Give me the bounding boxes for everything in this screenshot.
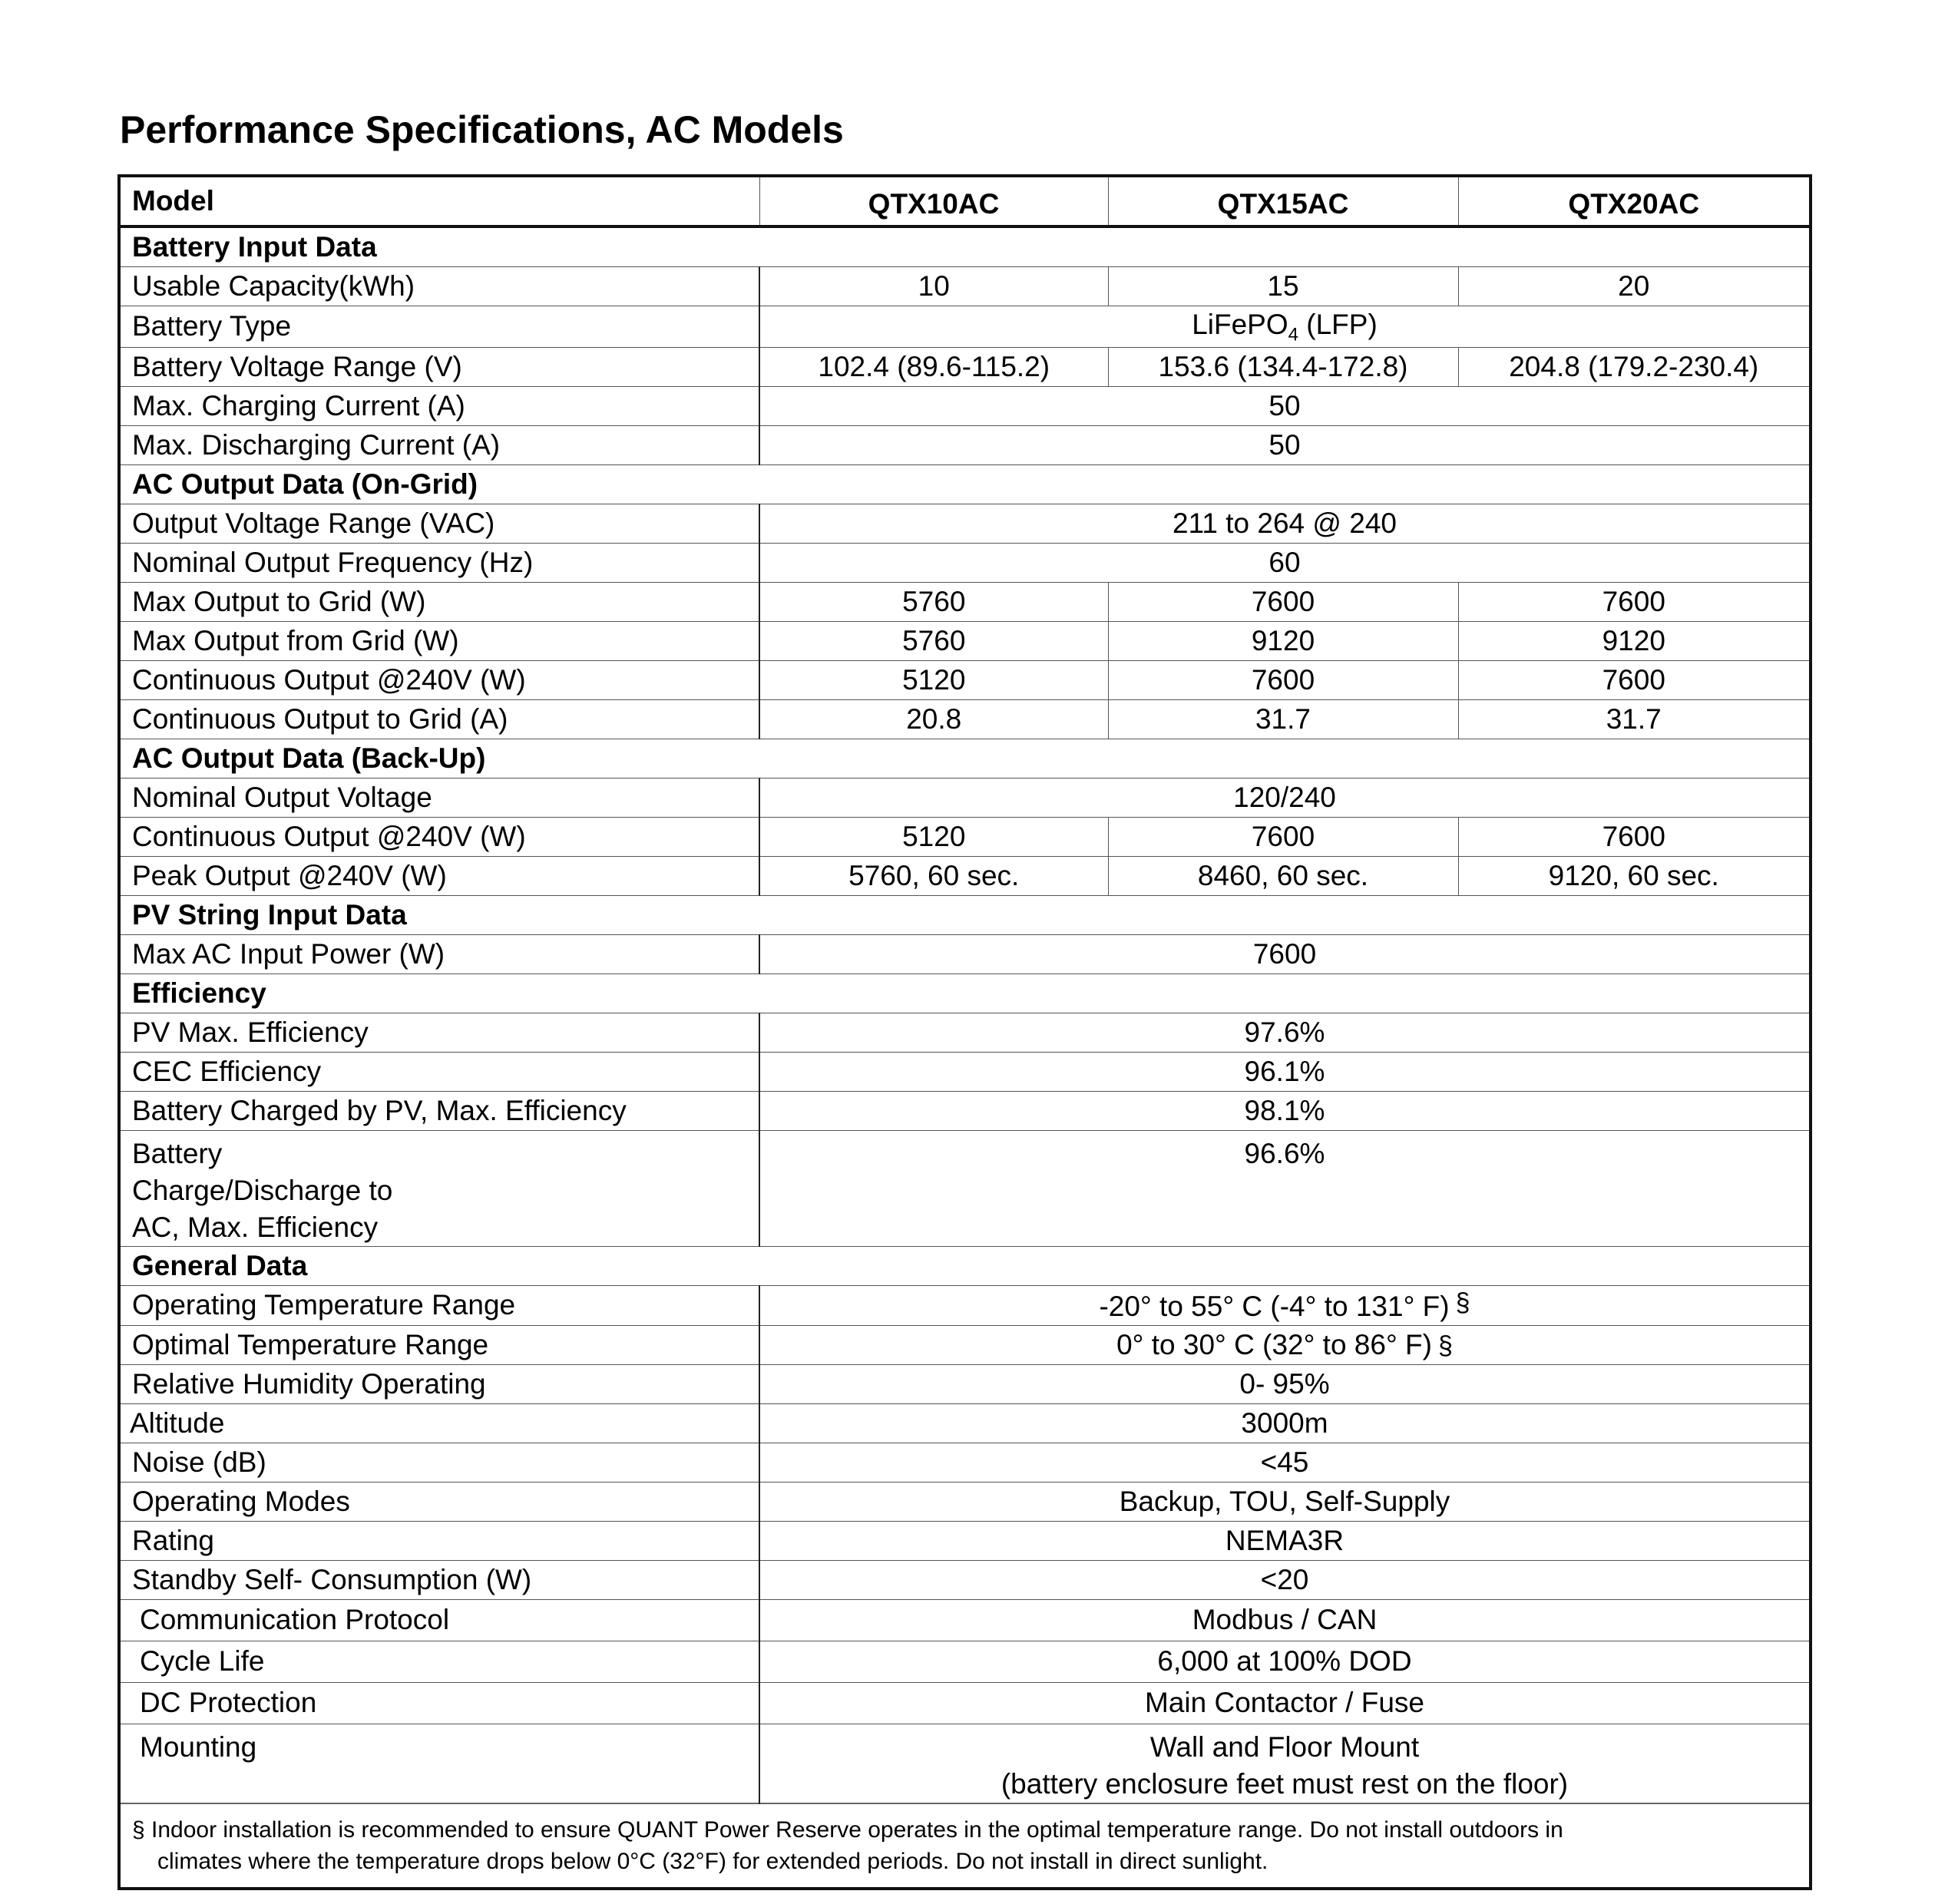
row-label: Battery Type: [119, 306, 759, 348]
model-qtx10ac: QTX10AC: [759, 176, 1108, 226]
cell-value: 7600: [1458, 582, 1811, 621]
row-label: DC Protection: [119, 1682, 759, 1724]
table-row: [119, 1364, 1811, 1403]
cell-value: 5120: [759, 660, 1108, 699]
header-row: [119, 176, 1811, 226]
row-label: Peak Output @240V (W): [119, 856, 759, 895]
table-row: [119, 699, 1811, 739]
row-label: Nominal Output Voltage: [119, 778, 759, 817]
row-label: Max Output to Grid (W): [119, 582, 759, 621]
cell-value: 96.1%: [759, 1052, 1811, 1091]
row-label: Usable Capacity(kWh): [119, 267, 759, 306]
table-row: [119, 267, 1811, 306]
cell-value: 5760, 60 sec.: [759, 856, 1108, 895]
row-label: Nominal Output Frequency (Hz): [119, 543, 759, 582]
table-row: [119, 582, 1811, 621]
table-row: [119, 1560, 1811, 1599]
cell-value: 9120: [1108, 621, 1458, 660]
section-pv-input: PV String Input Data: [119, 895, 1811, 934]
row-label: Continuous Output @240V (W): [119, 660, 759, 699]
cell-value: 9120: [1458, 621, 1811, 660]
section-header: [119, 895, 1811, 934]
cell-value: 60: [759, 543, 1811, 582]
cell-value: 102.4 (89.6-115.2): [759, 347, 1108, 386]
cell-value: 6,000 at 100% DOD: [759, 1641, 1811, 1682]
section-header: [119, 1246, 1811, 1285]
cell-value: 5120: [759, 817, 1108, 856]
mounting-line-2: (battery enclosure feet must rest on the floor): [1000, 1768, 1569, 1800]
cell-value: 120/240: [759, 778, 1811, 817]
cell-value: 31.7: [1458, 699, 1811, 739]
cell-value: 5760: [759, 582, 1108, 621]
page-title: Performance Specifications, AC Models: [120, 108, 844, 151]
section-ac-on-grid: AC Output Data (On-Grid): [119, 464, 1811, 504]
cell-value: 97.6%: [759, 1013, 1811, 1052]
battery-type-suffix: (LFP): [1298, 309, 1378, 340]
section-header: [119, 226, 1811, 267]
cell-value: Main Contactor / Fuse: [759, 1682, 1811, 1724]
mounting-line-1: Wall and Floor Mount: [1149, 1730, 1420, 1763]
table-row: [119, 856, 1811, 895]
row-label: Altitude: [119, 1403, 759, 1443]
table-row: [119, 1052, 1811, 1091]
table-row: [119, 778, 1811, 817]
cell-value: 20: [1458, 267, 1811, 306]
cell-value: <45: [759, 1443, 1811, 1482]
cell-value: [759, 1724, 1811, 1803]
table-row: [119, 1521, 1811, 1560]
operating-temp-value: -20° to 55° C (-4° to 131° F): [1099, 1290, 1450, 1322]
cell-value: 7600: [1108, 817, 1458, 856]
cell-value: <20: [759, 1560, 1811, 1599]
row-label: Battery Voltage Range (V): [119, 347, 759, 386]
battery-type-main: LiFePO: [1192, 309, 1288, 340]
cell-value: 7600: [759, 934, 1811, 973]
cell-value: 50: [759, 425, 1811, 464]
footnote-line-2: climates where the temperature drops below 0°C (32°F) for extended periods. Do not install in direct sunlight.: [157, 1849, 1268, 1875]
row-label: Standby Self- Consumption (W): [119, 1560, 759, 1599]
table-row: [119, 1724, 1811, 1803]
footnote-line-1: § Indoor installation is recommended to ensure QUANT Power Reserve operates in the optimal temperature range. Do not install outdoors in: [132, 1816, 1563, 1843]
row-label: Operating Temperature Range: [119, 1285, 759, 1325]
section-general: General Data: [119, 1246, 1811, 1285]
table-row: [119, 621, 1811, 660]
footnote-mark: §: [1437, 1330, 1453, 1360]
table-row: [119, 817, 1811, 856]
cell-value: [759, 1325, 1811, 1364]
table-row: [119, 1641, 1811, 1682]
table-row: [119, 425, 1811, 464]
table-row: [119, 306, 1811, 348]
table-row: [119, 1482, 1811, 1521]
row-label: Continuous Output @240V (W): [119, 817, 759, 856]
cell-value: 50: [759, 386, 1811, 425]
model-header-label: Model: [119, 176, 759, 226]
table-row: [119, 1443, 1811, 1482]
cell-value: 10: [759, 267, 1108, 306]
footnote: [119, 1803, 1811, 1889]
cell-value: 98.1%: [759, 1091, 1811, 1130]
spec-table: [117, 174, 1812, 1890]
cell-value: [759, 306, 1811, 348]
cell-value: 153.6 (134.4-172.8): [1108, 347, 1458, 386]
cell-value: 7600: [1458, 817, 1811, 856]
row-label: Communication Protocol: [119, 1599, 759, 1641]
cell-value: 7600: [1458, 660, 1811, 699]
battery-type-subscript: 4: [1288, 324, 1298, 345]
model-qtx15ac: QTX15AC: [1108, 176, 1458, 226]
cell-value: Modbus / CAN: [759, 1599, 1811, 1641]
row-label: Max. Charging Current (A): [119, 386, 759, 425]
footnote-row: [119, 1803, 1811, 1889]
table-row: [119, 1599, 1811, 1641]
table-row: [119, 504, 1811, 543]
section-efficiency: Efficiency: [119, 973, 1811, 1013]
row-label: PV Max. Efficiency: [119, 1013, 759, 1052]
table-row: [119, 934, 1811, 973]
row-label: Battery Charge/Discharge to AC, Max. Efficiency: [119, 1130, 759, 1246]
footnote-mark: §: [1455, 1288, 1470, 1317]
row-label: CEC Efficiency: [119, 1052, 759, 1091]
row-label: Rating: [119, 1521, 759, 1560]
cell-value: NEMA3R: [759, 1521, 1811, 1560]
table-row: [119, 347, 1811, 386]
cell-value: 3000m: [759, 1403, 1811, 1443]
row-label: Operating Modes: [119, 1482, 759, 1521]
row-label: Max AC Input Power (W): [119, 934, 759, 973]
cell-value: 15: [1108, 267, 1458, 306]
table-row: [119, 1091, 1811, 1130]
cell-value: 211 to 264 @ 240: [759, 504, 1811, 543]
cell-value: 0- 95%: [759, 1364, 1811, 1403]
row-label: Battery Charged by PV, Max. Efficiency: [119, 1091, 759, 1130]
row-label: Cycle Life: [119, 1641, 759, 1682]
cell-value: 8460, 60 sec.: [1108, 856, 1458, 895]
table-row: [119, 1403, 1811, 1443]
section-header: [119, 739, 1811, 778]
section-ac-backup: AC Output Data (Back-Up): [119, 739, 1811, 778]
table-row: [119, 1682, 1811, 1724]
cell-value: 5760: [759, 621, 1108, 660]
optimal-temp-value: 0° to 30° C (32° to 86° F): [1116, 1328, 1432, 1360]
cell-value: 9120, 60 sec.: [1458, 856, 1811, 895]
table-row: [119, 660, 1811, 699]
section-header: [119, 973, 1811, 1013]
table-row: [119, 1325, 1811, 1364]
row-label: Noise (dB): [119, 1443, 759, 1482]
cell-value: 204.8 (179.2-230.4): [1458, 347, 1811, 386]
cell-value: Backup, TOU, Self-Supply: [759, 1482, 1811, 1521]
row-label: Max. Discharging Current (A): [119, 425, 759, 464]
row-label: Max Output from Grid (W): [119, 621, 759, 660]
table-row: [119, 1013, 1811, 1052]
cell-value: 31.7: [1108, 699, 1458, 739]
row-label: Optimal Temperature Range: [119, 1325, 759, 1364]
row-label: Mounting: [119, 1724, 759, 1803]
table-row: [119, 1130, 1811, 1246]
table-row: [119, 1285, 1811, 1325]
row-label: Output Voltage Range (VAC): [119, 504, 759, 543]
cell-value: 7600: [1108, 582, 1458, 621]
cell-value: 20.8: [759, 699, 1108, 739]
table-row: [119, 386, 1811, 425]
model-qtx20ac: QTX20AC: [1458, 176, 1811, 226]
cell-value: [759, 1285, 1811, 1325]
row-label: Continuous Output to Grid (A): [119, 699, 759, 739]
section-header: [119, 464, 1811, 504]
section-battery-input: Battery Input Data: [119, 226, 1811, 267]
table-row: [119, 543, 1811, 582]
cell-value: 96.6%: [759, 1130, 1811, 1246]
row-label: Relative Humidity Operating: [119, 1364, 759, 1403]
cell-value: 7600: [1108, 660, 1458, 699]
